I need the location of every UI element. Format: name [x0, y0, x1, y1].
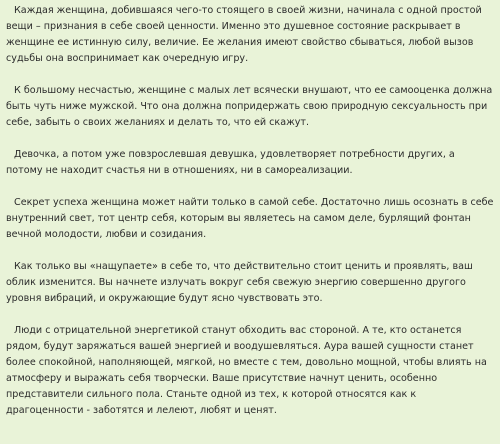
paragraph: К большому несчастью, женщине с малых лет всячески внушают, что ее самооценка должна быть чуть ниже мужской. Что она должна попридержать свою природную сексуальность при себе, забыть о своих желаниях и делать то, что ей скажут.: [6, 85, 493, 128]
paragraph: Девочка, а потом уже повзрослевшая девушка, удовлетворяет потребности других, а потому не находит счастья ни в отношениях, ни в самореализации.: [6, 149, 455, 176]
paragraph: Люди с отрицательной энергетикой станут обходить вас стороной. А те, кто останется рядом, будут заряжаться вашей энергией и воодушевляться. Аура вашей сущности станет более спокойной, наполняющей, мягкой, но вместе с тем, довольно мощной, чтобы влиять на атмосферу и выражать себя творчески. Ваше присутствие начнут ценить, особенно представители сильного пола. Станьте одной из тех, к которой относятся как к драгоценности - заботятся и лелеют, любят и ценят.: [6, 325, 487, 416]
paragraph: Секрет успеха женщина может найти только в самой себе. Достаточно лишь осознать в себе внутренний свет, тот центр себя, которым вы являетесь на самом деле, бурлящий фонтан вечной молодости, любви и созидания.: [6, 197, 494, 240]
paragraph: Каждая женщина, добившаяся чего-то стоящего в своей жизни, начинала с одной простой вещи – признания в себе своей ценности. Именно это душевное состояние раскрывает в женщине ее истинную силу, величие. Ее желания имеют свойство сбываться, любой вызов судьбы она воспринимает как очередную игру.: [6, 5, 482, 64]
paragraph: Как только вы «нащупаете» в себе то, что действительно стоит ценить и проявлять, ваш облик изменится. Вы начнете излучать вокруг себя свежую энергию совершенно другого уровня вибраций, и окружающие будут ясно чувствовать это.: [6, 261, 473, 304]
